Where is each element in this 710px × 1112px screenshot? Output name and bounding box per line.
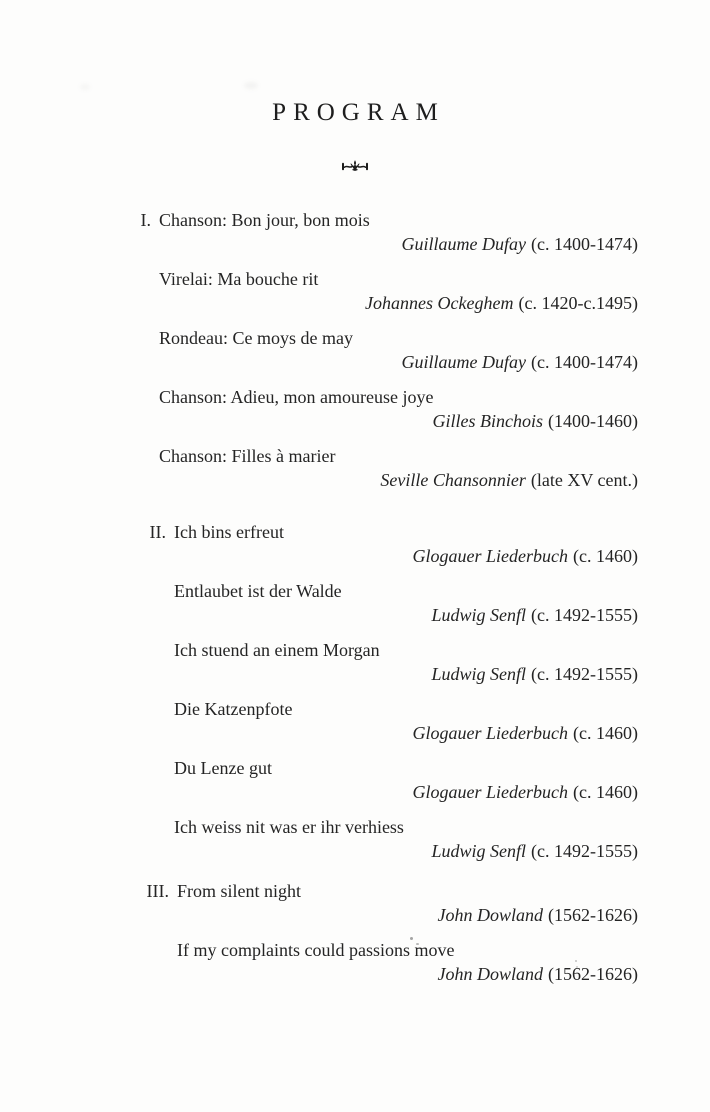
- composer-line: [0, 722, 710, 744]
- program-item: [0, 521, 710, 567]
- composer-line: [0, 351, 710, 373]
- program-group: [0, 521, 710, 862]
- fleuron-ornament-icon: [0, 159, 710, 173]
- composer-name: Guillaume Dufay: [401, 234, 526, 254]
- scan-speck: [575, 960, 577, 962]
- song-title: Chanson: Adieu, mon amoureuse joye: [159, 387, 434, 407]
- composer-dates: (c. 1420-c.1495): [518, 293, 638, 313]
- composer-name: Glogauer Liederbuch: [412, 546, 568, 566]
- composer-line: [0, 904, 710, 926]
- scan-speck: [416, 943, 419, 945]
- song-title: Die Katzenpfote: [174, 699, 293, 719]
- program-item: [0, 939, 710, 985]
- composer-line: [0, 469, 710, 491]
- composer-line: [0, 663, 710, 685]
- composer-name: Seville Chansonnier: [380, 470, 526, 490]
- song-title-line: [0, 386, 710, 408]
- composer-line: [0, 292, 710, 314]
- song-title-line: [0, 445, 710, 467]
- page-title: PROGRAM: [272, 99, 445, 126]
- composer-name: Gilles Binchois: [432, 411, 543, 431]
- song-title: Du Lenze gut: [174, 758, 272, 778]
- program-item: [0, 209, 710, 255]
- composer-dates: (late XV cent.): [530, 470, 638, 490]
- group-numeral: III.: [146, 881, 169, 901]
- composer-dates: (c. 1460): [573, 782, 638, 802]
- program-item: [0, 445, 710, 491]
- composer-line: [0, 604, 710, 626]
- composer-dates: (c. 1492-1555): [531, 605, 638, 625]
- composer-name: John Dowland: [437, 905, 543, 925]
- program-item: [0, 639, 710, 685]
- group-numeral: I.: [140, 210, 151, 230]
- composer-name: Glogauer Liederbuch: [412, 782, 568, 802]
- composer-name: Johannes Ockeghem: [365, 293, 514, 313]
- song-title-line: [0, 816, 710, 838]
- composer-dates: (c. 1492-1555): [531, 841, 638, 861]
- composer-dates: (c. 1460): [573, 723, 638, 743]
- composer-dates: (1562-1626): [548, 905, 638, 925]
- song-title-line: [0, 639, 710, 661]
- composer-dates: (c. 1400-1474): [531, 234, 638, 254]
- song-title-line: [0, 757, 710, 779]
- program-item: [0, 580, 710, 626]
- composer-name: Ludwig Senfl: [431, 841, 526, 861]
- composer-name: Guillaume Dufay: [401, 352, 526, 372]
- composer-line: [0, 410, 710, 432]
- composer-dates: (1562-1626): [548, 964, 638, 984]
- scan-smudge: [80, 84, 90, 90]
- song-title-line: [0, 698, 710, 720]
- song-title: Virelai: Ma bouche rit: [159, 269, 319, 289]
- program-item: [0, 698, 710, 744]
- song-title: If my complaints could passions move: [177, 940, 455, 960]
- song-title: Rondeau: Ce moys de may: [159, 328, 353, 348]
- song-title: Entlaubet ist der Walde: [174, 581, 342, 601]
- song-title: Ich weiss nit was er ihr verhiess: [174, 817, 404, 837]
- composer-line: [0, 963, 710, 985]
- scan-speck: [576, 966, 578, 968]
- composer-name: Ludwig Senfl: [431, 605, 526, 625]
- song-title-line: [0, 209, 710, 231]
- program-group: [0, 209, 710, 491]
- scan-smudge: [244, 82, 258, 89]
- scan-speck: [410, 937, 413, 940]
- composer-name: Ludwig Senfl: [431, 664, 526, 684]
- composer-dates: (c. 1492-1555): [531, 664, 638, 684]
- program-item: [0, 386, 710, 432]
- composer-line: [0, 233, 710, 255]
- composer-dates: (1400-1460): [548, 411, 638, 431]
- composer-dates: (c. 1400-1474): [531, 352, 638, 372]
- program-item: [0, 757, 710, 803]
- program-item: [0, 816, 710, 862]
- song-title-line: [0, 880, 710, 902]
- program-list: [0, 209, 710, 985]
- program-item: [0, 880, 710, 926]
- composer-line: [0, 781, 710, 803]
- song-title-line: [0, 580, 710, 602]
- song-title: Chanson: Filles à marier: [159, 446, 336, 466]
- program-item: [0, 268, 710, 314]
- composer-dates: (c. 1460): [573, 546, 638, 566]
- song-title-line: [0, 939, 710, 961]
- song-title-line: [0, 327, 710, 349]
- song-title: Ich bins erfreut: [174, 522, 284, 542]
- composer-line: [0, 840, 710, 862]
- song-title: Ich stuend an einem Morgan: [174, 640, 380, 660]
- composer-line: [0, 545, 710, 567]
- composer-name: John Dowland: [437, 964, 543, 984]
- song-title-line: [0, 521, 710, 543]
- song-title: From silent night: [177, 881, 302, 901]
- composer-name: Glogauer Liederbuch: [412, 723, 568, 743]
- song-title: Chanson: Bon jour, bon mois: [159, 210, 370, 230]
- program-group: [0, 880, 710, 985]
- group-numeral: II.: [149, 522, 166, 542]
- song-title-line: [0, 268, 710, 290]
- program-item: [0, 327, 710, 373]
